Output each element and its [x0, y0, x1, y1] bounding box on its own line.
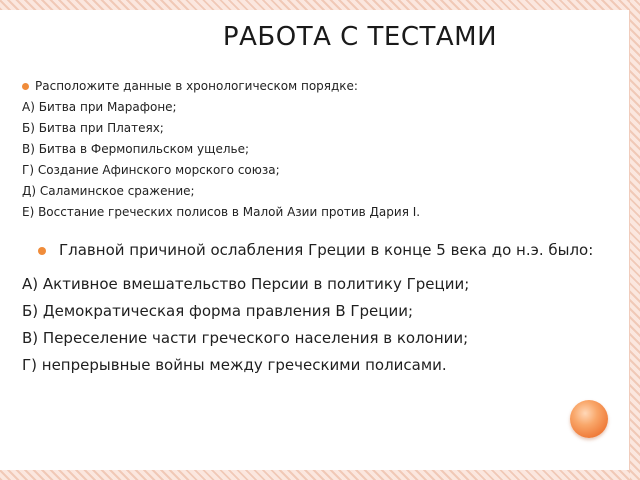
slide-border-line [629, 10, 630, 470]
question-2 [22, 240, 608, 379]
orange-orb-icon [570, 400, 608, 438]
slide-border-right [630, 0, 640, 480]
question-1-option-a: А) Битва при Марафоне; [22, 100, 177, 114]
question-1-option-v: В) Битва в Фермопильском ущелье; [22, 142, 249, 156]
slide-border-top [0, 0, 640, 10]
question-1 [22, 76, 612, 223]
question-1-option-e: Е) Восстание греческих полисов в Малой Азии против Дария I. [22, 205, 421, 219]
slide-title: РАБОТА С ТЕСТАМИ [222, 22, 498, 52]
question-2-option-a: А) Активное вмешательство Персии в политику Греции; [22, 275, 470, 293]
question-1-prompt [22, 76, 612, 97]
question-1-option-g: Г) Создание Афинского морского союза; [22, 163, 280, 177]
question-2-prompt [38, 240, 608, 261]
slide-border-bottom [0, 470, 640, 480]
question-2-prompt-text: Главной причиной ослабления Греции в конце 5 века до н.э. было: [59, 241, 594, 259]
question-2-option-b: Б) Демократическая форма правления В Греции; [22, 302, 414, 320]
question-1-prompt-text: Расположите данные в хронологическом порядке: [35, 79, 358, 93]
question-2-option-g: Г) непрерывные войны между греческими полисами. [22, 356, 447, 374]
question-2-option-v: В) Переселение части греческого населения в колонии; [22, 329, 469, 347]
question-1-option-d: Д) Саламинское сражение; [22, 184, 195, 198]
bullet-dot-icon [22, 83, 29, 90]
question-1-option-b: Б) Битва при Платеях; [22, 121, 164, 135]
bullet-dot-icon [38, 247, 46, 255]
